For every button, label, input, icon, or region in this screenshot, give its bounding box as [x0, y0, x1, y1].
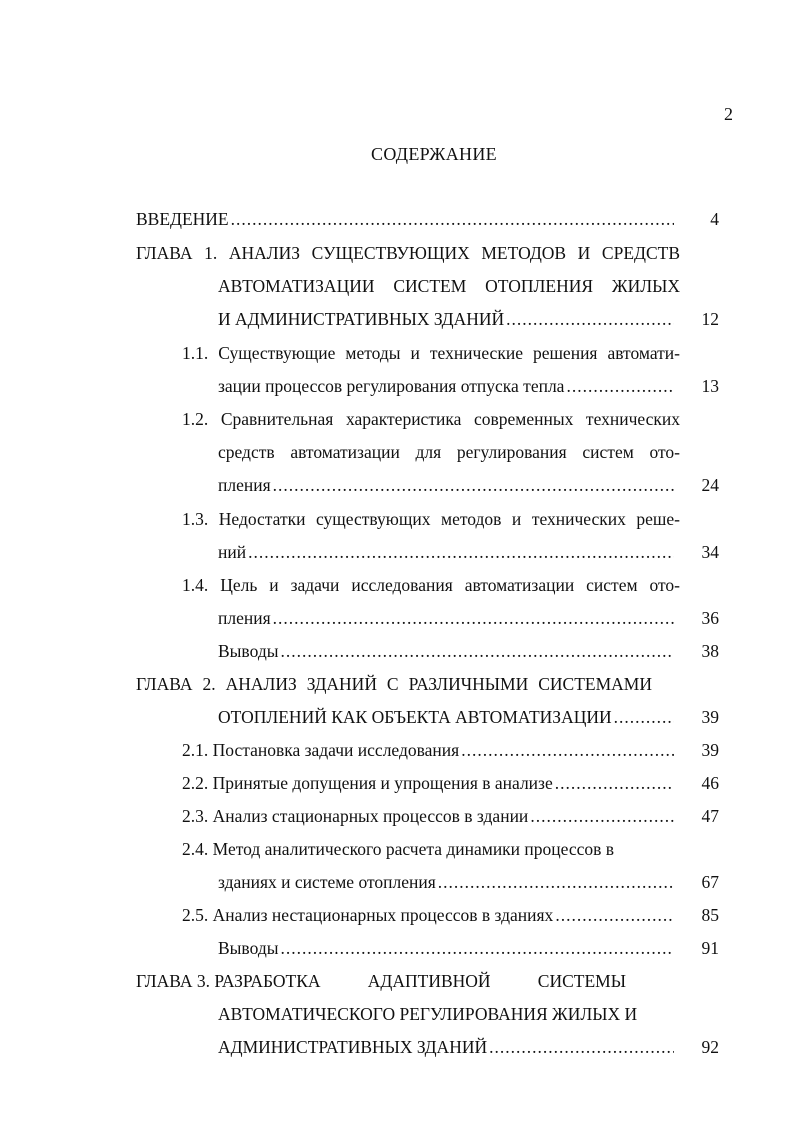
dot-leader [555, 902, 674, 928]
toc-page-number: 24 [701, 475, 719, 495]
dot-leader [614, 704, 674, 730]
toc-conclusions-1[interactable] [218, 638, 674, 664]
toc-section-1-4-line-2[interactable] [218, 605, 674, 631]
toc-entry-text: Выводы [218, 938, 279, 958]
toc-section-1-1-line-2[interactable] [218, 373, 674, 399]
dot-leader [489, 1034, 674, 1060]
toc-section-2-5[interactable] [182, 902, 674, 928]
toc-section-2-3[interactable] [182, 803, 674, 829]
toc-entry-text: АДМИНИСТРАТИВНЫХ ЗДАНИЙ [218, 1037, 488, 1057]
toc-page-number: 13 [701, 376, 719, 396]
toc-page-number: 67 [701, 872, 719, 892]
toc-chapter-3-line-3[interactable] [218, 1034, 674, 1060]
toc-page-number: 92 [701, 1037, 719, 1057]
dot-leader [280, 638, 674, 664]
toc-entry-text: 2.3. Анализ стационарных процессов в здании [182, 806, 529, 826]
toc-section-1-3-line-1[interactable]: 1.3. Недостатки существующих методов и технических реше- [182, 509, 680, 529]
toc-chapter-2-line-1[interactable]: ГЛАВА 2. АНАЛИЗ ЗДАНИЙ С РАЗЛИЧНЫМИ СИСТЕМАМИ [136, 674, 652, 694]
toc-chapter-1-line-1[interactable]: ГЛАВА 1. АНАЛИЗ СУЩЕСТВУЮЩИХ МЕТОДОВ И СРЕДСТВ [136, 243, 680, 263]
toc-chapter-2-line-2[interactable] [218, 704, 674, 730]
page-number: 2 [724, 104, 733, 124]
toc-entry-intro[interactable] [136, 206, 674, 232]
dot-leader [273, 472, 674, 498]
toc-section-1-2-line-1[interactable]: 1.2. Сравнительная характеристика современных технических [182, 409, 680, 429]
dot-leader [273, 605, 674, 631]
toc-entry-text: ВВЕДЕНИЕ [136, 209, 229, 229]
dot-leader [280, 935, 674, 961]
dot-leader [530, 803, 674, 829]
toc-page-number: 47 [701, 806, 719, 826]
toc-section-1-2-line-3[interactable] [218, 472, 674, 498]
toc-entry-text: зданиях и системе отопления [218, 872, 436, 892]
toc-section-1-2-line-2[interactable]: средств автоматизации для регулирования систем ото- [218, 442, 680, 462]
toc-entry-text: пления [218, 608, 271, 628]
toc-section-2-2[interactable] [182, 770, 674, 796]
toc-entry-text: Выводы [218, 641, 279, 661]
toc-page-number: 39 [701, 740, 719, 760]
dot-leader [461, 737, 674, 763]
toc-entry-text: 2.1. Постановка задачи исследования [182, 740, 460, 760]
toc-section-2-1[interactable] [182, 737, 674, 763]
toc-entry-text: ОТОПЛЕНИЙ КАК ОБЪЕКТА АВТОМАТИЗАЦИИ [218, 707, 612, 727]
toc-entry-text: И АДМИНИСТРАТИВНЫХ ЗДАНИЙ [218, 309, 505, 329]
toc-section-1-3-line-2[interactable] [218, 539, 674, 565]
dot-leader [248, 539, 674, 565]
toc-chapter-1-line-3[interactable] [218, 306, 674, 332]
toc-page-number: 91 [701, 938, 719, 958]
toc-entry-word: СИСТЕМЫ [537, 971, 626, 991]
toc-section-1-4-line-1[interactable]: 1.4. Цель и задачи исследования автоматизации систем ото- [182, 575, 680, 595]
toc-entry-text: 2.5. Анализ нестационарных процессов в зданиях [182, 905, 554, 925]
toc-page-number: 38 [701, 641, 719, 661]
dot-leader [566, 373, 674, 399]
toc-page-number: 39 [701, 707, 719, 727]
toc-page-number: 46 [701, 773, 719, 793]
toc-chapter-3-line-1[interactable] [136, 968, 626, 994]
toc-chapter-3-line-2[interactable]: АВТОМАТИЧЕСКОГО РЕГУЛИРОВАНИЯ ЖИЛЫХ И [218, 1004, 638, 1024]
dot-leader [506, 306, 674, 332]
dot-leader [231, 206, 674, 232]
toc-section-2-4-line-1[interactable]: 2.4. Метод аналитического расчета динамики процессов в [182, 839, 615, 859]
toc-entry-text: пления [218, 475, 271, 495]
toc-page-number: 4 [710, 209, 719, 229]
toc-entry-text: зации процессов регулирования отпуска тепла [218, 376, 565, 396]
toc-conclusions-2[interactable] [218, 935, 674, 961]
dot-leader [555, 770, 674, 796]
dot-leader [438, 869, 674, 895]
toc-chapter-1-line-2[interactable]: АВТОМАТИЗАЦИИ СИСТЕМ ОТОПЛЕНИЯ ЖИЛЫХ [218, 276, 680, 296]
toc-section-1-1-line-1[interactable]: 1.1. Существующие методы и технические решения автомати- [182, 343, 680, 363]
toc-entry-text: 2.2. Принятые допущения и упрощения в анализе [182, 773, 553, 793]
toc-page-number: 85 [701, 905, 719, 925]
toc-section-2-4-line-2[interactable] [218, 869, 674, 895]
toc-entry-text: ний [218, 542, 247, 562]
toc-page-number: 36 [701, 608, 719, 628]
toc-entry-word: ГЛАВА 3. РАЗРАБОТКА [136, 971, 321, 991]
toc-title: СОДЕРЖАНИЕ [371, 144, 497, 164]
toc-entry-word: АДАПТИВНОЙ [367, 971, 491, 991]
toc-page-number: 34 [701, 542, 719, 562]
toc-page-number: 12 [701, 309, 719, 329]
